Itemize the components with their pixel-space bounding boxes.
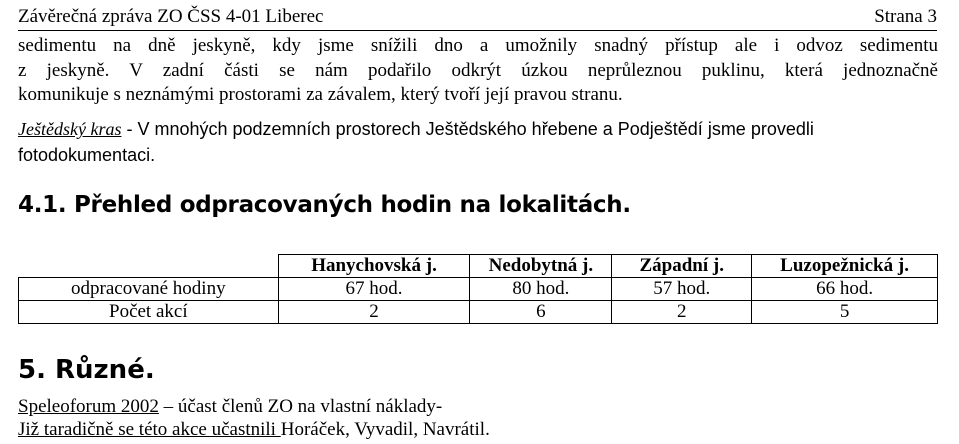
paragraph-line: z jeskyně. V zadní části se nám podařilo odkrýt úzkou neprůleznou puklinu, která jednoznačně (18, 59, 938, 81)
table-row (19, 301, 938, 324)
paragraph-line: komunikuje s neznámými prostorami za závalem, který tvoří její pravou stranu. (18, 84, 623, 105)
hours-table (18, 254, 938, 324)
table-row-label: Počet akcí (19, 301, 279, 324)
table-header-cell (19, 255, 279, 278)
table-cell: 6 (470, 301, 612, 324)
page-number: Strana 3 (874, 6, 937, 27)
table-cell: 2 (612, 301, 752, 324)
paragraph-cave-work (18, 34, 938, 108)
header-title: Závěrečná zpráva ZO ČSS 4-01 Liberec (18, 6, 324, 27)
paragraph-text: - V mnohých podzemních prostorech Ještědského hřebene a Podještědí jsme provedli fotodokumentaci. (18, 119, 814, 165)
table-header-cell: Luzopežnická j. (752, 255, 938, 278)
paragraph-line: sedimentu na dně jeskyně, kdy jsme snížili dno a umožnily snadný přístup ale i odvoz sedimentu (18, 35, 938, 56)
table-header-cell: Hanychovská j. (278, 255, 470, 278)
paragraph-jested-karst (18, 116, 938, 168)
paragraph-text: – účast členů ZO na vlastní náklady- (158, 396, 443, 417)
participants-intro: Již taradičně se této akce učastnili (18, 419, 281, 440)
paragraph-speleoforum (18, 396, 442, 418)
table-cell: 57 hod. (612, 278, 752, 301)
table-header-cell: Západní j. (612, 255, 752, 278)
table-header-row (19, 255, 938, 278)
table-cell: 5 (752, 301, 938, 324)
locality-name: Ještědský kras (18, 119, 122, 139)
table-cell: 2 (278, 301, 470, 324)
paragraph-participants (18, 419, 490, 441)
event-name: Speleoforum 2002 (18, 396, 159, 417)
table-row-label: odpracované hodiny (19, 278, 279, 301)
table-header-cell: Nedobytná j. (470, 255, 612, 278)
table-cell: 66 hod. (752, 278, 938, 301)
participants-names: Horáček, Vyvadil, Navrátil. (280, 419, 490, 440)
page-header (18, 4, 937, 31)
table-row (19, 278, 938, 301)
section-heading-5: 5. Různé. (18, 355, 155, 385)
table-cell: 80 hod. (470, 278, 612, 301)
table-cell: 67 hod. (278, 278, 470, 301)
section-heading-4-1: 4.1. Přehled odpracovaných hodin na lokalitách. (18, 192, 631, 218)
